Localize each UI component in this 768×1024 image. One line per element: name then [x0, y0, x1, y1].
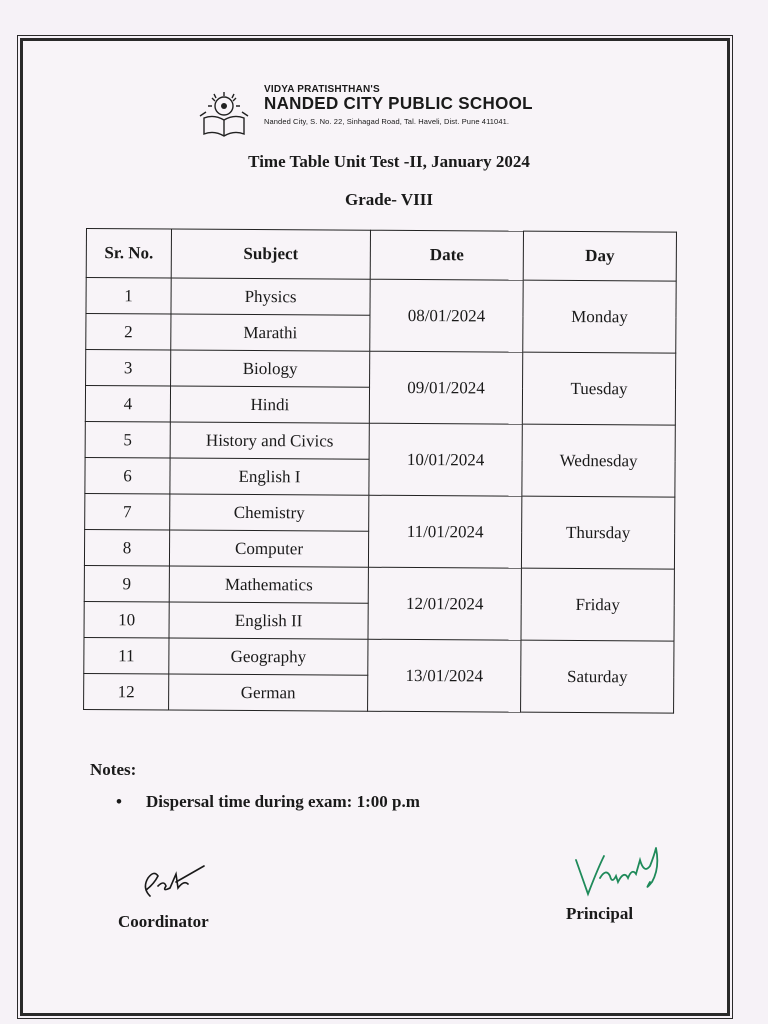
coordinator-label: Coordinator: [118, 912, 209, 931]
subject-cell: Biology: [171, 350, 370, 387]
day-cell: Thursday: [521, 496, 674, 569]
date-cell: 09/01/2024: [369, 351, 522, 424]
sr-no-cell: 5: [85, 421, 170, 458]
bullet-icon: •: [116, 792, 122, 811]
sr-no-cell: 12: [84, 673, 169, 710]
coordinator-signature: [136, 862, 206, 906]
sr-no-cell: 4: [85, 386, 170, 423]
note-item: [116, 792, 420, 812]
school-address: Nanded City, S. No. 22, Sinhagad Road, Tal. Haveli, Dist. Pune 411041.: [264, 117, 510, 126]
principal-label: Principal: [566, 904, 634, 923]
subject-cell: Mathematics: [169, 566, 368, 603]
grade-label: Grade- VIII: [345, 190, 433, 209]
document-title: Time Table Unit Test -II, January 2024: [248, 152, 530, 171]
subject-cell: Computer: [169, 530, 368, 567]
sr-no-cell: 10: [84, 601, 169, 638]
sr-no-cell: 3: [86, 350, 171, 387]
column-header-date: Date: [370, 230, 523, 280]
school-name: NANDED CITY PUBLIC SCHOOL: [264, 93, 533, 114]
table-row: [86, 350, 676, 390]
subject-cell: Hindi: [170, 386, 369, 423]
school-logo-icon: [196, 88, 252, 140]
subject-cell: Physics: [171, 278, 370, 315]
date-cell: 11/01/2024: [368, 495, 521, 568]
subject-cell: Chemistry: [170, 494, 369, 531]
table-row: [85, 421, 675, 461]
table-row: [86, 278, 676, 318]
subject-cell: History and Civics: [170, 422, 369, 459]
day-cell: Wednesday: [522, 424, 675, 497]
column-header-subject: Subject: [171, 229, 370, 279]
date-cell: 13/01/2024: [368, 639, 521, 712]
table-row: [84, 637, 674, 677]
day-cell: Monday: [523, 280, 676, 353]
column-header-sr-no: Sr. No.: [86, 229, 171, 279]
notes-heading: Notes:: [90, 760, 137, 779]
principal-signature: [570, 838, 666, 902]
date-cell: 08/01/2024: [370, 279, 523, 352]
column-header-day: Day: [523, 231, 676, 281]
subject-cell: Marathi: [171, 314, 370, 351]
note-text: Dispersal time during exam: 1:00 p.m: [146, 792, 420, 811]
school-pre-title: VIDYA PRATISHTHAN'S: [264, 84, 380, 95]
table-header-row: [86, 229, 676, 282]
date-cell: 12/01/2024: [368, 567, 521, 640]
subject-cell: English I: [170, 458, 369, 495]
day-cell: Saturday: [521, 640, 674, 713]
date-cell: 10/01/2024: [369, 423, 522, 496]
sr-no-cell: 8: [84, 529, 169, 566]
sr-no-cell: 6: [85, 457, 170, 494]
day-cell: Tuesday: [522, 352, 675, 425]
sr-no-cell: 1: [86, 278, 171, 315]
timetable: [83, 228, 677, 714]
day-cell: Friday: [521, 568, 674, 641]
sr-no-cell: 9: [84, 565, 169, 602]
sr-no-cell: 2: [86, 314, 171, 351]
subject-cell: German: [169, 674, 368, 711]
table-row: [85, 493, 675, 533]
subject-cell: English II: [169, 602, 368, 639]
sr-no-cell: 7: [85, 493, 170, 530]
subject-cell: Geography: [169, 638, 368, 675]
table-row: [84, 565, 674, 605]
sr-no-cell: 11: [84, 637, 169, 674]
